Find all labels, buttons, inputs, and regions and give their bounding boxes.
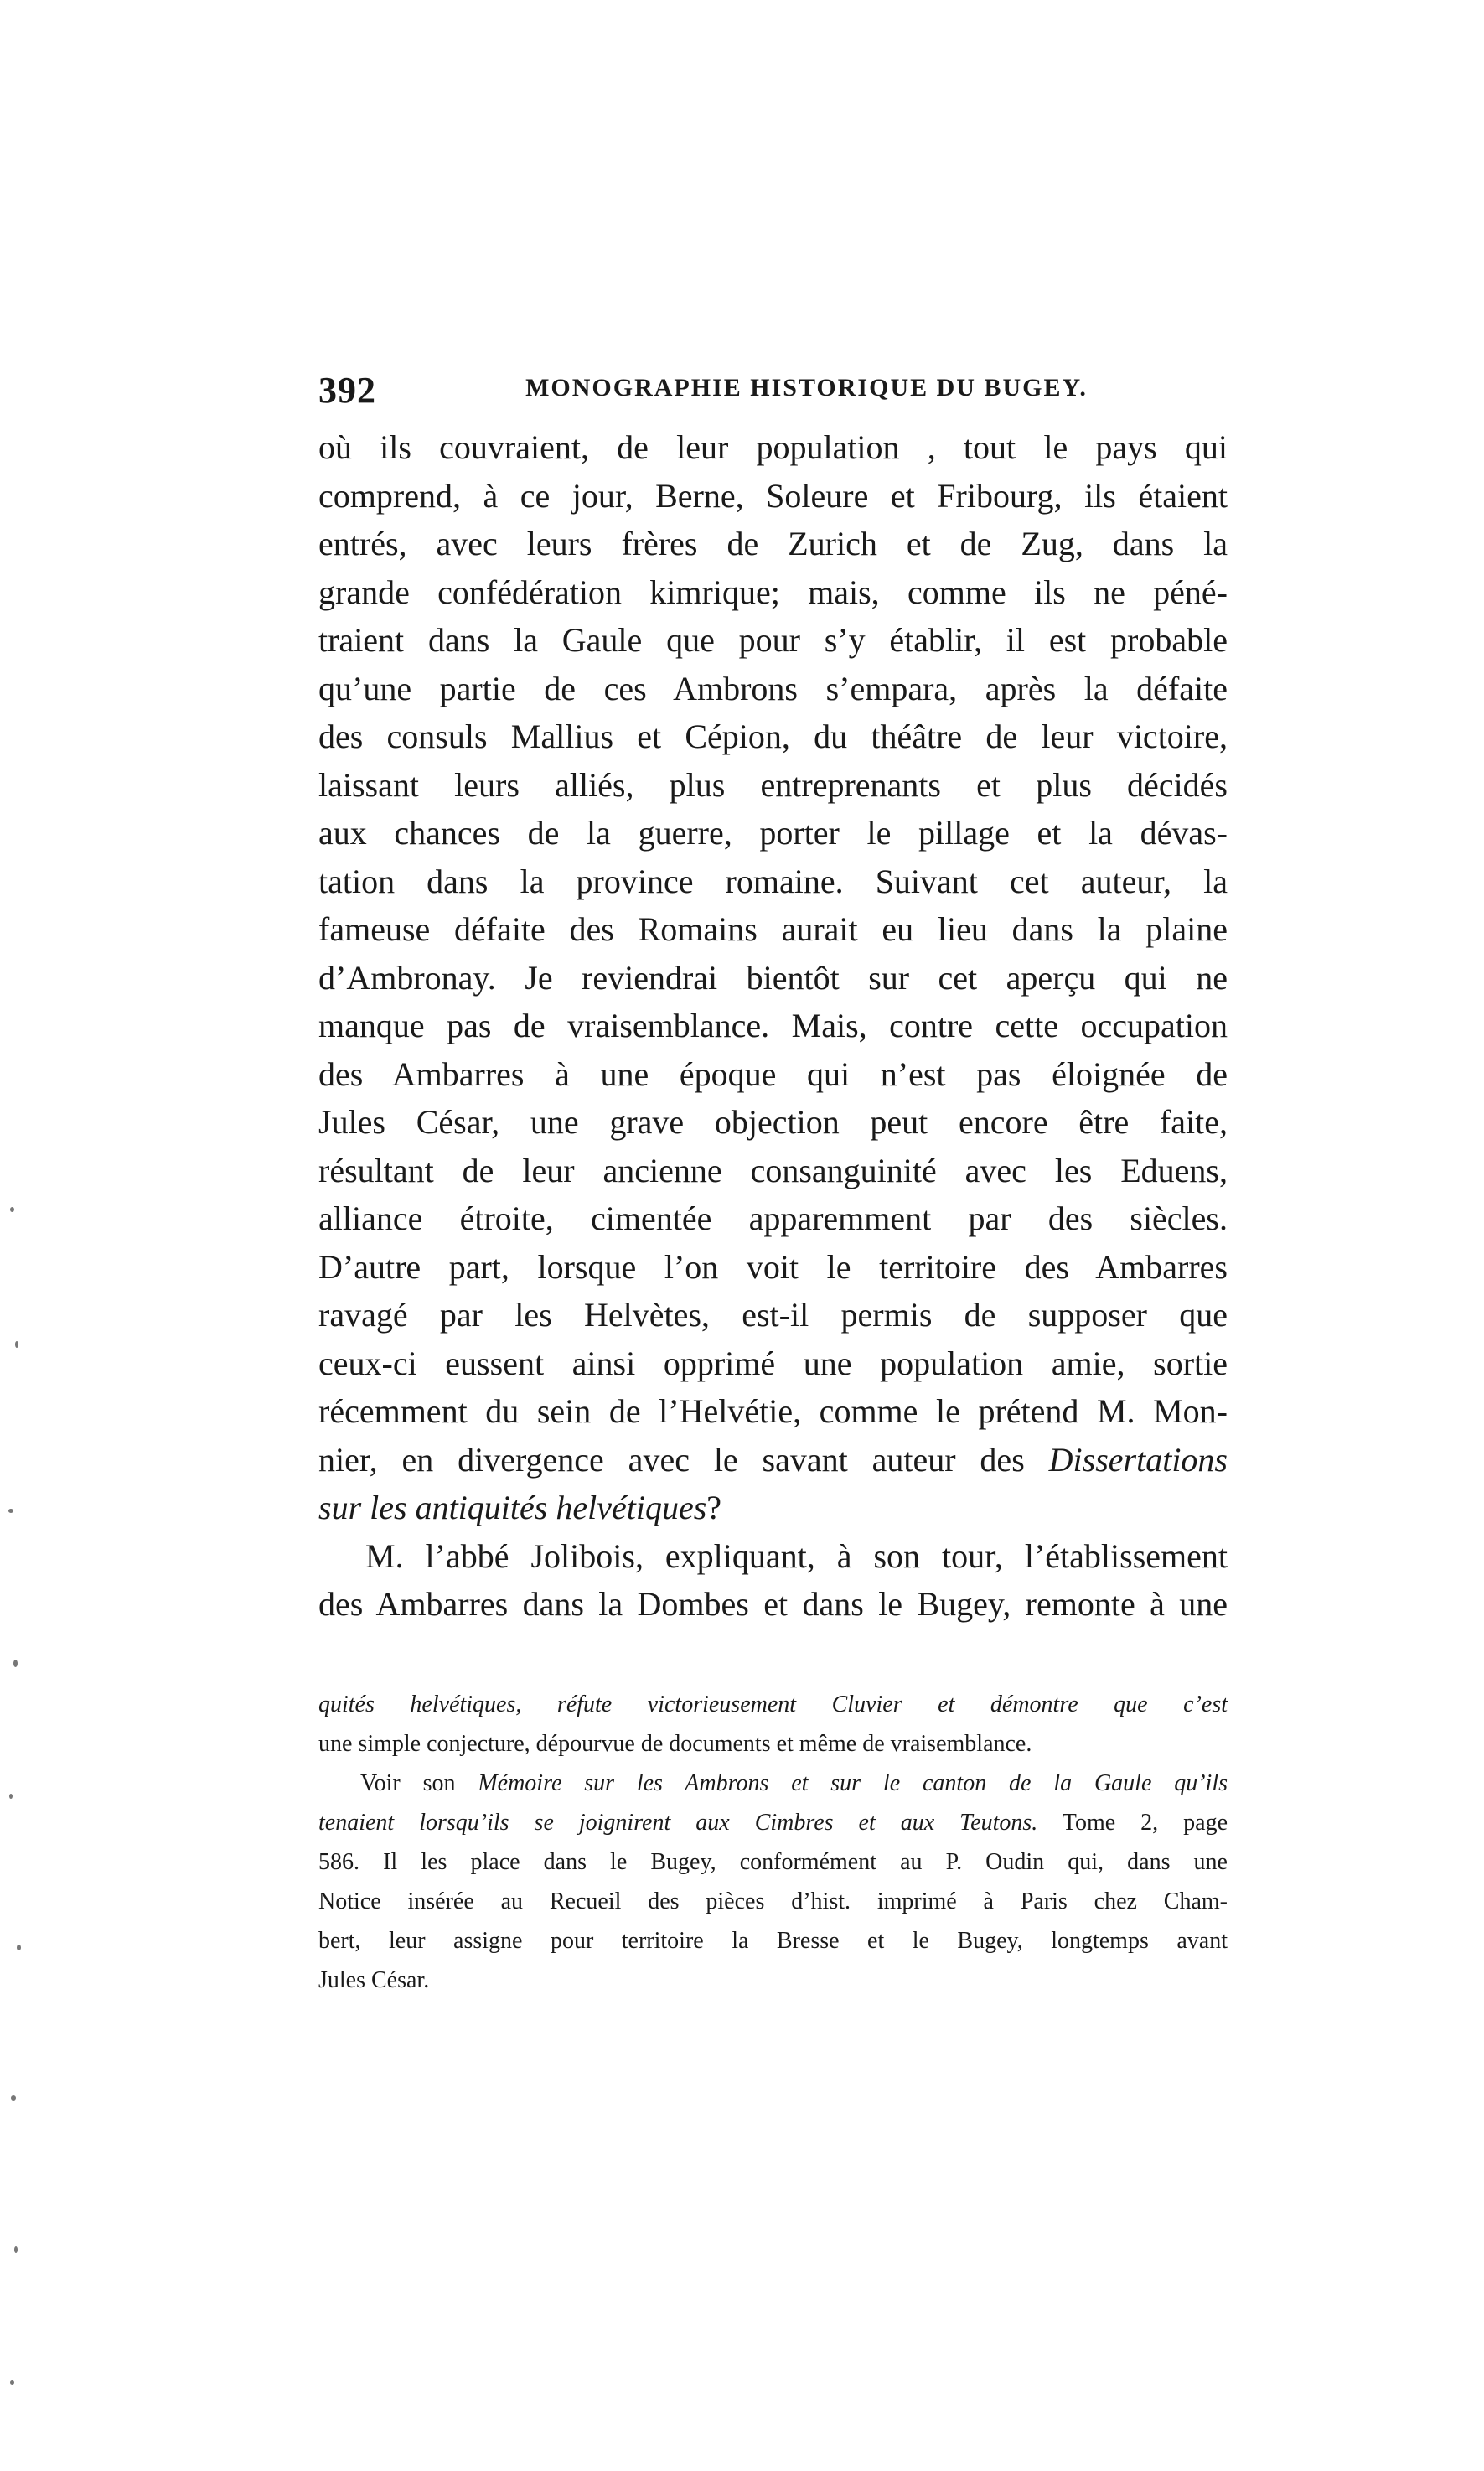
- footnote-line: [318, 1685, 1228, 1724]
- page-number: 392: [318, 370, 376, 411]
- scan-speck: [11, 2095, 16, 2101]
- footnote-text: Voir son: [360, 1770, 456, 1796]
- book-title-italic: sur les antiquités helvétiques: [318, 1489, 707, 1526]
- scan-speck: [10, 2380, 14, 2385]
- text-line: grande confédération kimrique; mais, comme ils ne péné-: [318, 572, 1228, 611]
- text-run: ?: [706, 1489, 722, 1526]
- footnote-line: Notice insérée au Recueil des pièces d’hist. imprimé à Paris chez Cham-: [318, 1888, 1228, 1914]
- text-line: traient dans la Gaule que pour s’y établir, il est probable: [318, 621, 1228, 659]
- footnote-line: une simple conjecture, dépourvue de documents et même de vraisemblance.: [318, 1731, 1032, 1757]
- footnotes: [318, 1685, 1228, 2000]
- footnote-italic: et démontre que c’est: [938, 1691, 1228, 1717]
- text-line: manque pas de vraisemblance. Mais, contre cette occupation: [318, 1007, 1228, 1044]
- main-text: [318, 423, 1228, 1629]
- scan-speck: [15, 1341, 18, 1348]
- footnote-italic: réfute victorieusement: [556, 1691, 797, 1717]
- text-line: d’Ambronay. Je reviendrai bientôt sur cet aperçu qui ne: [318, 958, 1228, 997]
- footnote-line: [318, 1803, 1228, 1842]
- text-line: [318, 1436, 1228, 1484]
- book-title-italic: Dissertations: [1048, 1440, 1228, 1479]
- paragraph-start-line: M. l’abbé Jolibois, expliquant, à son tour, l’établissement: [365, 1536, 1228, 1575]
- scan-speck: [8, 1509, 13, 1513]
- text-line: laissant leurs alliés, plus entreprenants et plus décidés: [318, 765, 1228, 804]
- scan-speck: [13, 1660, 18, 1667]
- text-line: des consuls Mallius et Cépion, du théâtre de leur victoire,: [318, 717, 1228, 755]
- text-line: alliance étroite, cimentée apparemment par des siècles.: [318, 1199, 1228, 1237]
- footnote-italic: Mémoire sur les Ambrons et sur le canton de la Gaule qu’ils: [478, 1770, 1228, 1796]
- text-line: Jules César, une grave objection peut encore être faite,: [318, 1103, 1228, 1141]
- scan-speck: [17, 1945, 21, 1950]
- text-line: entrés, avec leurs frères de Zurich et de Zug, dans la: [318, 525, 1228, 562]
- text-line: récemment du sein de l’Helvétie, comme le prétend M. Mon-: [318, 1392, 1228, 1430]
- footnote-line: bert, leur assigne pour territoire la Bresse et le Bugey, longtemps avant: [318, 1928, 1228, 1954]
- text-line: des Ambarres à une époque qui n’est pas éloignée de: [318, 1054, 1228, 1093]
- text-line: fameuse défaite des Romains aurait eu lieu dans la plaine: [318, 910, 1228, 948]
- footnote-text: Tome 2, page: [1062, 1810, 1228, 1836]
- footnote-italic: quités helvétiques,: [318, 1691, 522, 1717]
- footnote-line: [318, 1764, 1228, 1803]
- text-line: des Ambarres dans la Dombes et dans le Bugey, remonte à une: [318, 1585, 1228, 1623]
- running-title: MONOGRAPHIE HISTORIQUE DU BUGEY.: [525, 374, 1088, 401]
- scan-speck: [9, 1794, 13, 1799]
- text-line: comprend, à ce jour, Berne, Soleure et Fribourg, ils étaient: [318, 476, 1228, 515]
- scan-speck: [10, 1207, 14, 1212]
- footnote-line: 586. Il les place dans le Bugey, conformément au P. Oudin qui, dans une: [318, 1849, 1228, 1875]
- text-line: [318, 1484, 1228, 1532]
- text-line: ravagé par les Helvètes, est-il permis de supposer que: [318, 1296, 1228, 1334]
- text-line: D’autre part, lorsque l’on voit le territoire des Ambarres: [318, 1247, 1228, 1286]
- text-line: aux chances de la guerre, porter le pillage et la dévas-: [318, 814, 1228, 852]
- footnote-italic: Cluvier: [831, 1691, 902, 1717]
- footnote-line: Jules César.: [318, 1967, 430, 1993]
- page-header: [318, 369, 1228, 419]
- footnote-italic: tenaient lorsqu’ils se joignirent aux Cimbres et aux Teutons.: [318, 1810, 1038, 1836]
- text-run: nier, en divergence avec le savant auteur des: [318, 1440, 1025, 1479]
- text-line: ceux-ci eussent ainsi opprimé une population amie, sortie: [318, 1344, 1228, 1382]
- text-line: qu’une partie de ces Ambrons s’empara, après la défaite: [318, 669, 1228, 707]
- scan-margin-artifacts: [7, 1190, 32, 2448]
- text-line: où ils couvraient, de leur population , tout le pays qui: [318, 428, 1228, 466]
- text-line: tation dans la province romaine. Suivant cet auteur, la: [318, 862, 1228, 900]
- scan-speck: [14, 2246, 18, 2253]
- text-line: résultant de leur ancienne consanguinité avec les Eduens,: [318, 1151, 1228, 1189]
